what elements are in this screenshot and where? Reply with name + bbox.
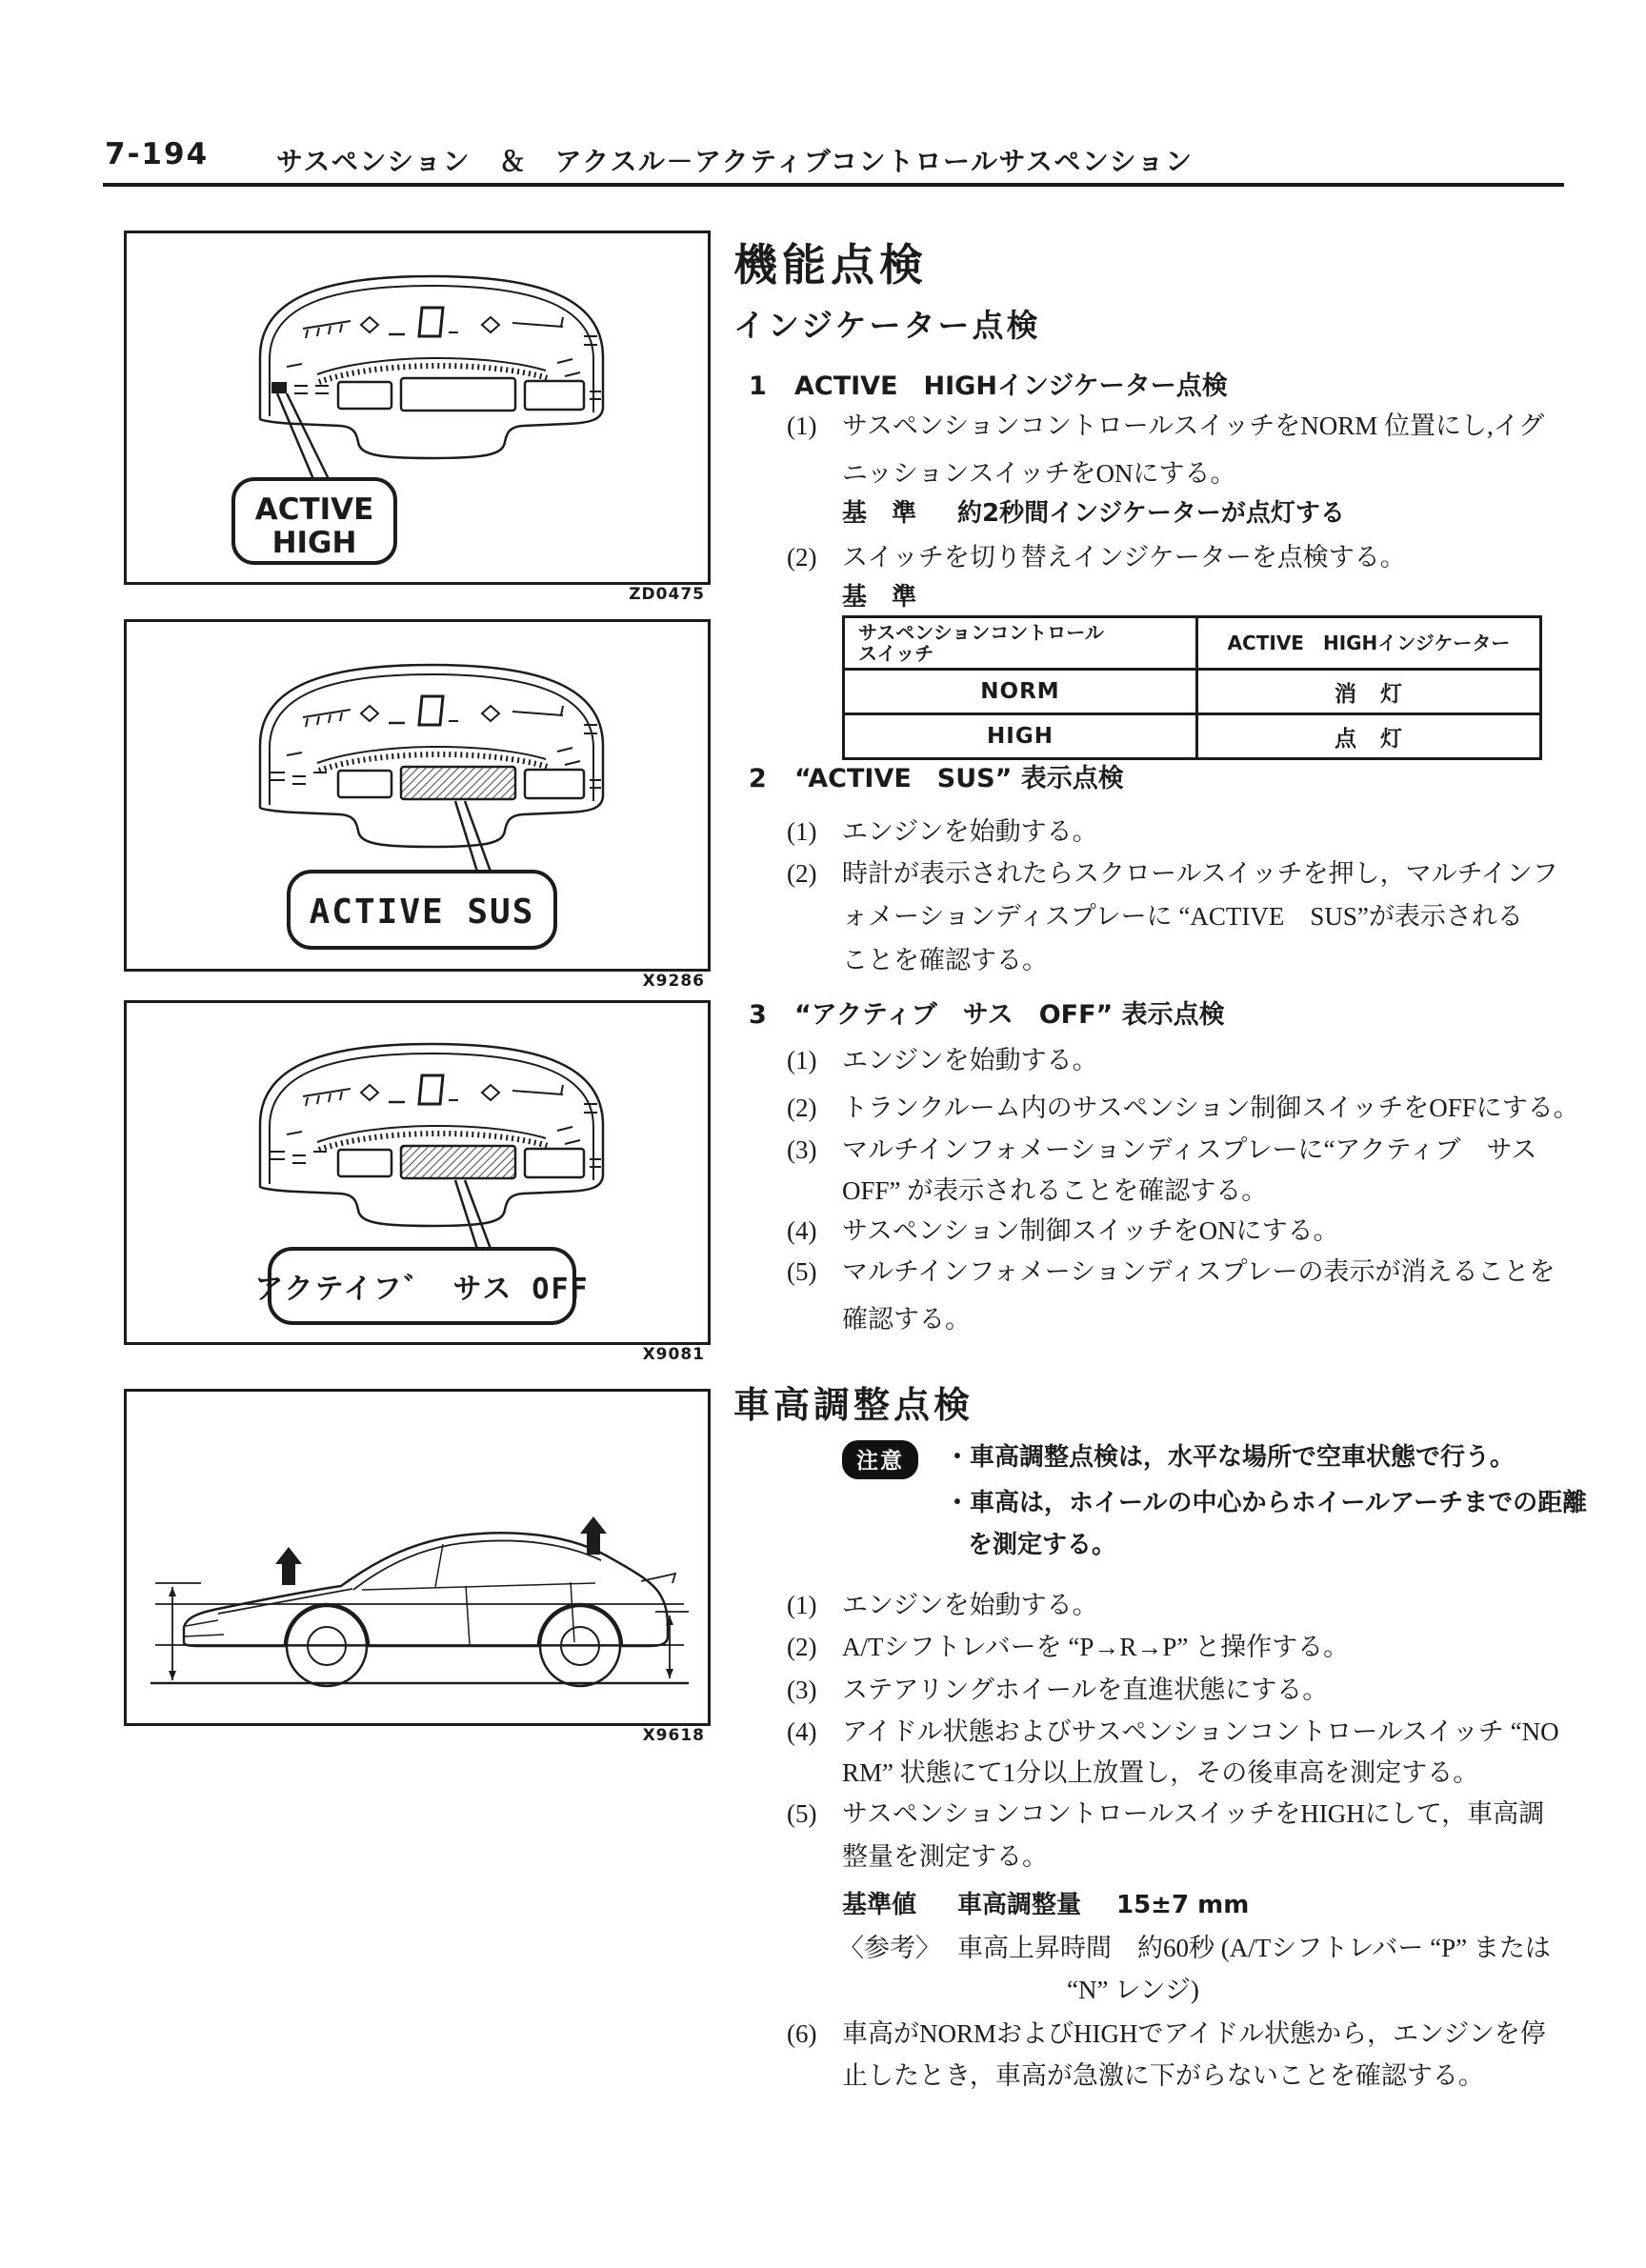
list-item-number: (2)	[787, 543, 817, 572]
list-item-number: (3)	[787, 1676, 817, 1704]
up-arrow-rear-icon	[580, 1516, 607, 1555]
figure-active-high	[124, 231, 711, 585]
section1-title: ACTIVE HIGHインジケーター点検	[794, 371, 1228, 401]
table-header-indicator: ACTIVE HIGHインジケーター	[1197, 617, 1541, 670]
list-item-text: 止したとき，車高が急激に下がらないことを確認する。	[842, 2061, 1484, 2090]
header-rule	[103, 183, 1564, 187]
callout-text: ACTIVE SUS	[309, 893, 535, 932]
reference-text: “N” レンジ)	[1067, 1976, 1199, 2004]
table-cell: 点 灯	[1197, 714, 1541, 759]
list-item-number: (1)	[787, 817, 817, 846]
standard-label: 基 準	[842, 583, 917, 612]
figure-id-label: X9618	[642, 1726, 705, 1745]
list-item-number: (1)	[787, 1046, 817, 1074]
list-item-text: マルチインフォメーションディスプレーに“アクティブ サス	[842, 1135, 1537, 1164]
list-item-text: サスペンションコントロールスイッチをNORM 位置にし,イグ	[842, 411, 1545, 440]
list-item-text: 整量を測定する。	[842, 1842, 1048, 1871]
figure-id-label: X9081	[642, 1345, 705, 1364]
list-item-number: (5)	[787, 1257, 817, 1286]
list-item-text: RM” 状態にて1分以上放置し，その後車高を測定する。	[842, 1758, 1479, 1787]
figure-active-sus-off	[124, 1000, 711, 1345]
caution-note: を測定する。	[968, 1531, 1117, 1559]
caution-badge: 注意	[842, 1440, 918, 1479]
table-header-switch	[844, 617, 1197, 670]
up-arrow-front-icon	[275, 1547, 302, 1585]
reference-text: 車高上昇時間 約60秒 (A/Tシフトレバー “P” または	[957, 1934, 1551, 1962]
table-cell: 消 灯	[1197, 670, 1541, 714]
list-item-number: (6)	[787, 2019, 817, 2048]
list-item-number: (2)	[787, 859, 817, 888]
active-high-indicator-icon	[271, 382, 287, 393]
table-header-text: サスペンションコントロール	[858, 621, 1104, 644]
section3-number: 3	[749, 1000, 767, 1030]
standard-value-label: 基準値	[842, 1891, 917, 1919]
list-item-text: A/Tシフトレバーを “P→R→P” と操作する。	[842, 1633, 1350, 1661]
figure-id-label: X9286	[642, 972, 705, 991]
section3-title: “アクティブ サス OFF” 表示点検	[794, 1000, 1225, 1030]
multi-information-display	[401, 1146, 515, 1178]
list-item-text: アイドル状態およびサスペンションコントロールスイッチ “NO	[842, 1717, 1559, 1746]
standard-value: 15±7 mm	[1116, 1891, 1250, 1919]
car-side-view-drawing	[127, 1392, 708, 1723]
heading-height-check: 車高調整点検	[733, 1384, 974, 1426]
section2-number: 2	[749, 764, 767, 793]
list-item-text: 車高がNORMおよびHIGHでアイドル状態から，エンジンを停	[842, 2019, 1546, 2048]
page-number: 7-194	[105, 137, 210, 171]
section1-number: 1	[749, 371, 767, 401]
table-header-row	[844, 617, 1541, 670]
list-item-number: (3)	[787, 1135, 817, 1164]
list-item-text: サスペンション制御スイッチをONにする。	[842, 1216, 1339, 1245]
figure-active-sus	[124, 619, 711, 972]
list-item-number: (2)	[787, 1633, 817, 1661]
caution-note: ・車高は，ホイールの中心からホイールアーチまでの距離	[945, 1489, 1588, 1517]
figure-id-label: ZD0475	[629, 585, 705, 604]
list-item-text: OFF” が表示されることを確認する。	[842, 1176, 1268, 1205]
table-cell: NORM	[844, 670, 1197, 714]
list-item-text: 確認する。	[842, 1305, 971, 1334]
list-item-number: (4)	[787, 1216, 817, 1245]
list-item-text: サスペンションコントロールスイッチをHIGHにして，車高調	[842, 1799, 1545, 1828]
list-item-number: (5)	[787, 1799, 817, 1828]
table-header-text: スイッチ	[858, 642, 934, 665]
list-item-text: ことを確認する。	[842, 946, 1048, 974]
standard-value-name: 車高調整量	[957, 1891, 1082, 1919]
list-item-number: (4)	[787, 1717, 817, 1746]
list-item-text: マルチインフォメーションディスプレーの表示が消えることを	[842, 1257, 1556, 1286]
callout-text-line1: ACTIVE	[254, 492, 374, 527]
list-item-text: スイッチを切り替えインジケーターを点検する。	[842, 543, 1406, 572]
list-item-text: ステアリングホイールを直進状態にする。	[842, 1676, 1329, 1704]
list-item-text: エンジンを始動する。	[842, 1591, 1098, 1619]
list-item-number: (1)	[787, 411, 817, 440]
table-row	[844, 670, 1541, 714]
section2-title: “ACTIVE SUS” 表示点検	[794, 764, 1124, 793]
list-item-text: ニッションスイッチをONにする。	[842, 459, 1236, 488]
heading-function-check: 機能点検	[733, 239, 928, 291]
list-item-text: 時計が表示されたらスクロールスイッチを押し，マルチインフ	[842, 859, 1558, 888]
page-title: サスペンション ＆ アクスル－アクティブコントロールサスペンション	[276, 146, 1194, 177]
figure-vehicle-height	[124, 1389, 711, 1726]
list-item-text: エンジンを始動する。	[842, 1046, 1098, 1074]
list-item-text: エンジンを始動する。	[842, 817, 1098, 846]
heading-indicator-check: インジケーター点検	[733, 307, 1041, 344]
caution-note: ・車高調整点検は，水平な場所で空車状態で行う。	[945, 1443, 1516, 1472]
list-item-text: ォメーションディスプレーに “ACTIVE SUS”が表示される	[842, 902, 1523, 931]
table-cell: HIGH	[844, 714, 1197, 759]
list-item-number: (1)	[787, 1591, 817, 1619]
standard-text: 約2秒間インジケーターが点灯する	[957, 499, 1345, 528]
table-row	[844, 714, 1541, 759]
instrument-cluster-drawing	[127, 1003, 708, 1342]
list-item-text: トランクルーム内のサスペンション制御スイッチをOFFにする。	[842, 1094, 1579, 1122]
standard-label: 基 準	[842, 499, 917, 528]
instrument-cluster-drawing	[127, 622, 708, 969]
instrument-cluster-drawing	[127, 233, 708, 582]
callout-text-line2: HIGH	[271, 526, 357, 560]
reference-label: 〈参考〉	[838, 1934, 941, 1962]
multi-information-display	[401, 767, 515, 799]
list-item-number: (2)	[787, 1094, 817, 1122]
indicator-spec-table	[842, 615, 1542, 760]
callout-text: アクテイフ゛ サス OFF	[254, 1273, 590, 1306]
